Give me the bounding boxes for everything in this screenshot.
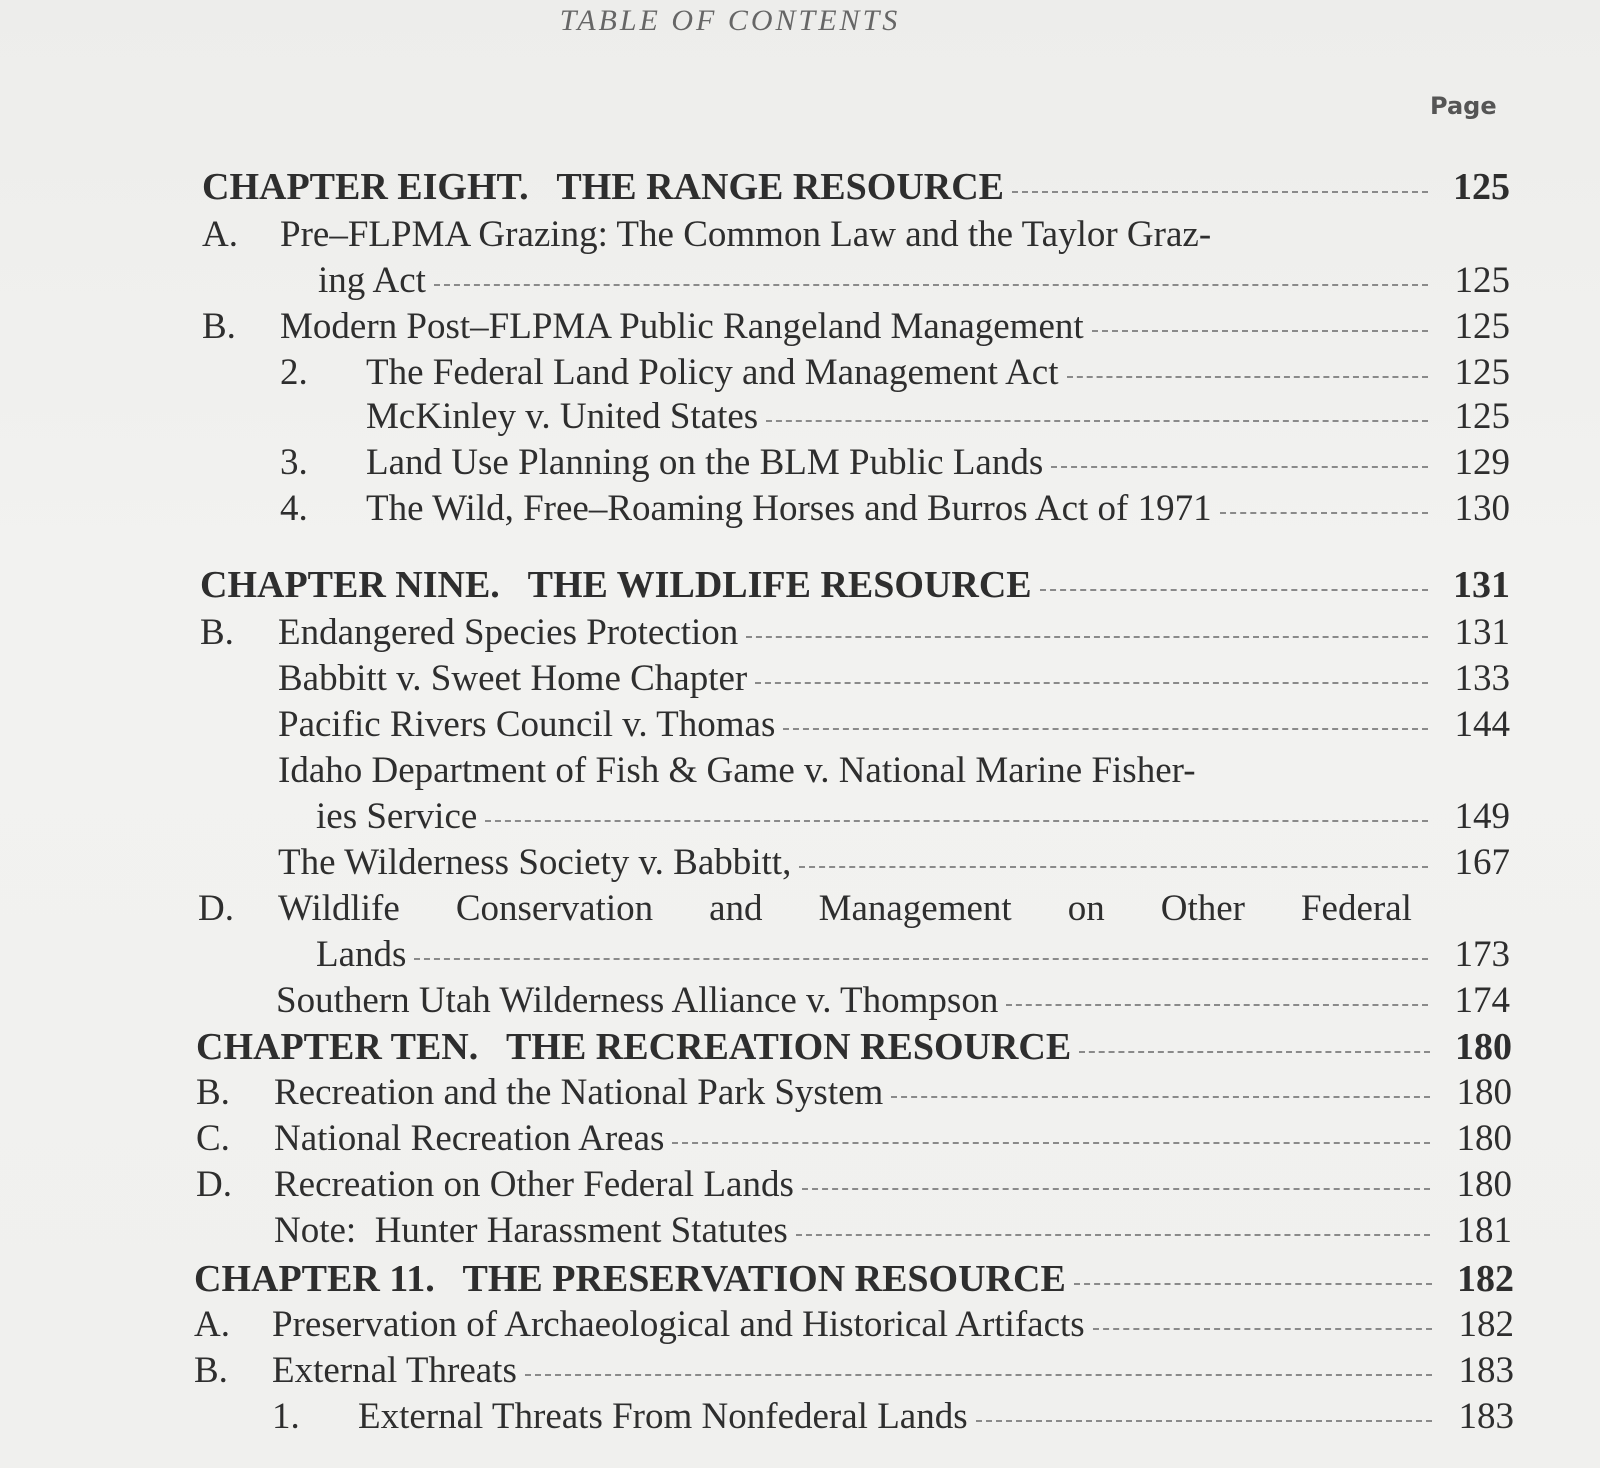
dot-leader [1067,376,1428,378]
toc-entry-ch9-d-line1[interactable] [278,886,1412,932]
toc-entry-ch8-b4[interactable] [280,486,1510,532]
word: Management [818,888,1012,929]
page-number: 183 [1458,1350,1514,1391]
page-number: 125 [1454,396,1510,437]
page-number: 173 [1454,934,1510,975]
toc-case-babbitt-sweet-home[interactable] [278,656,1510,702]
chapter-title: CHAPTER 11. THE PRESERVATION RESOURCE [194,1258,1066,1300]
toc-chapter-eight[interactable] [202,164,1510,210]
dot-leader [1012,191,1428,193]
entry-number: B. [196,1072,230,1113]
toc-entry-ch8-a-line1[interactable]: Pre–FLPMA Grazing: The Common Law and the Taylor Graz- [280,214,1212,255]
toc-case-idaho[interactable] [316,794,1510,840]
toc-entry-ch9-b[interactable] [200,610,1510,656]
entry-number: C. [196,1118,230,1159]
dot-leader [1006,1004,1428,1006]
word: Conservation [455,888,654,929]
page-number: 133 [1454,658,1510,699]
chapter-title: CHAPTER EIGHT. THE RANGE RESOURCE [202,166,1005,208]
entry-label: Southern Utah Wilderness Alliance v. Thompson [276,980,999,1021]
page-number: 181 [1456,1210,1512,1251]
entry-label: The Wilderness Society v. Babbitt, [278,842,792,883]
page-number: 149 [1454,796,1510,837]
entry-label: Babbitt v. Sweet Home Chapter [278,658,748,699]
word: on [1067,888,1105,929]
entry-label: Modern Post–FLPMA Public Rangeland Management [280,306,1084,347]
dot-leader [485,820,1428,822]
dot-leader [434,284,1428,286]
entry-number: 4. [280,488,308,529]
entry-number: D. [196,1164,232,1205]
page-number: 180 [1456,1072,1512,1113]
entry-label: Preservation of Archaeological and Historical Artifacts [272,1304,1085,1345]
toc-entry-ch8-b[interactable] [202,304,1510,350]
dot-leader [783,728,1428,730]
toc-entry-ch9-d-num: D. [198,888,234,929]
dot-leader [414,958,1428,960]
dot-leader [746,636,1428,638]
entry-label: McKinley v. United States [366,396,759,437]
toc-entry-ch8-a[interactable] [318,258,1510,304]
page-number: 130 [1454,488,1510,529]
entry-label: Recreation and the National Park System [274,1072,884,1113]
toc-case-idaho-line1[interactable]: Idaho Department of Fish & Game v. National Marine Fisher- [278,750,1196,791]
entry-number: B. [194,1350,228,1391]
page-number: 180 [1455,1026,1512,1068]
toc-case-pacific-rivers[interactable] [278,702,1510,748]
toc-entry-ch8-b2[interactable] [280,350,1510,396]
page-number: 180 [1456,1118,1512,1159]
entry-number: 2. [280,352,308,393]
entry-label: Endangered Species Protection [278,612,739,653]
toc-case-southern-utah[interactable] [276,978,1510,1024]
page-number: 174 [1454,980,1510,1021]
toc-entry-ch10-d[interactable] [196,1162,1512,1208]
entry-label: Note: Hunter Harassment Statutes [274,1210,788,1251]
entry-number: B. [200,612,234,653]
entry-label: The Federal Land Policy and Management Act [366,352,1059,393]
toc-entry-ch10-b[interactable] [196,1070,1512,1116]
page-number: 125 [1453,166,1510,208]
page-number: 144 [1454,704,1510,745]
dot-leader [672,1142,1430,1144]
toc-entry-ch11-a[interactable] [194,1302,1514,1348]
dot-leader [802,1188,1430,1190]
page-number: 129 [1454,442,1510,483]
toc-chapter-ten[interactable] [196,1024,1512,1070]
dot-leader [1079,1051,1430,1053]
toc-case-wilderness-society[interactable] [278,840,1510,886]
entry-label: Pacific Rivers Council v. Thomas [278,704,776,745]
dot-leader [766,420,1428,422]
entry-label: ies Service [316,796,478,837]
dot-leader [891,1096,1430,1098]
entry-label: Recreation on Other Federal Lands [274,1164,794,1205]
toc-case-mckinley[interactable] [366,394,1510,440]
word: Other [1160,888,1245,929]
dot-leader [1092,330,1428,332]
dot-leader [1040,589,1428,591]
toc-entry-ch9-d[interactable] [316,932,1510,978]
chapter-title: CHAPTER TEN. THE RECREATION RESOURCE [196,1026,1072,1068]
toc-chapter-nine[interactable] [200,562,1510,608]
toc-chapter-eleven[interactable] [194,1256,1514,1302]
dot-leader [799,866,1428,868]
chapter-title: CHAPTER NINE. THE WILDLIFE RESOURCE [200,564,1032,606]
dot-leader [1093,1328,1432,1330]
dot-leader [1051,466,1428,468]
word: Federal [1300,888,1412,929]
toc-entry-ch8-b3[interactable] [280,440,1510,486]
entry-number: 3. [280,442,308,483]
page-number: 182 [1458,1304,1514,1345]
entry-number: B. [202,306,236,347]
entry-label: Lands [316,934,407,975]
dot-leader [796,1234,1430,1236]
page-number: 183 [1458,1396,1514,1437]
page-number: 125 [1454,352,1510,393]
entry-label: Land Use Planning on the BLM Public Lands [366,442,1044,483]
page-number: 180 [1456,1164,1512,1205]
dot-leader [976,1420,1432,1422]
dot-leader [525,1374,1432,1376]
page-number: 131 [1454,612,1510,653]
entry-label: External Threats From Nonfederal Lands [358,1396,968,1437]
entry-label: The Wild, Free–Roaming Horses and Burros Act of 1971 [366,488,1212,529]
word: and [709,888,763,929]
page-number: 131 [1453,564,1510,606]
running-head: TABLE OF CONTENTS [559,4,901,37]
page-number: 167 [1454,842,1510,883]
entry-number: A. [194,1304,230,1345]
toc-entry-ch10-c[interactable] [196,1116,1512,1162]
toc-entry-ch11-b1[interactable] [272,1394,1514,1440]
toc-entry-ch11-b[interactable] [194,1348,1514,1394]
word: Wildlife [278,888,400,929]
entry-label: External Threats [272,1350,517,1391]
dot-leader [755,682,1428,684]
page-number: 125 [1454,306,1510,347]
entry-number: 1. [272,1396,300,1437]
page-number: 182 [1457,1258,1514,1300]
entry-label: ing Act [318,260,426,301]
dot-leader [1074,1283,1432,1285]
toc-entry-ch8-a-num: A. [202,214,238,255]
page-number: 125 [1454,260,1510,301]
toc-note-hunter-harassment[interactable] [274,1208,1512,1254]
dot-leader [1220,512,1428,514]
page-column-label: Page [1430,92,1497,120]
entry-label: National Recreation Areas [274,1118,665,1159]
